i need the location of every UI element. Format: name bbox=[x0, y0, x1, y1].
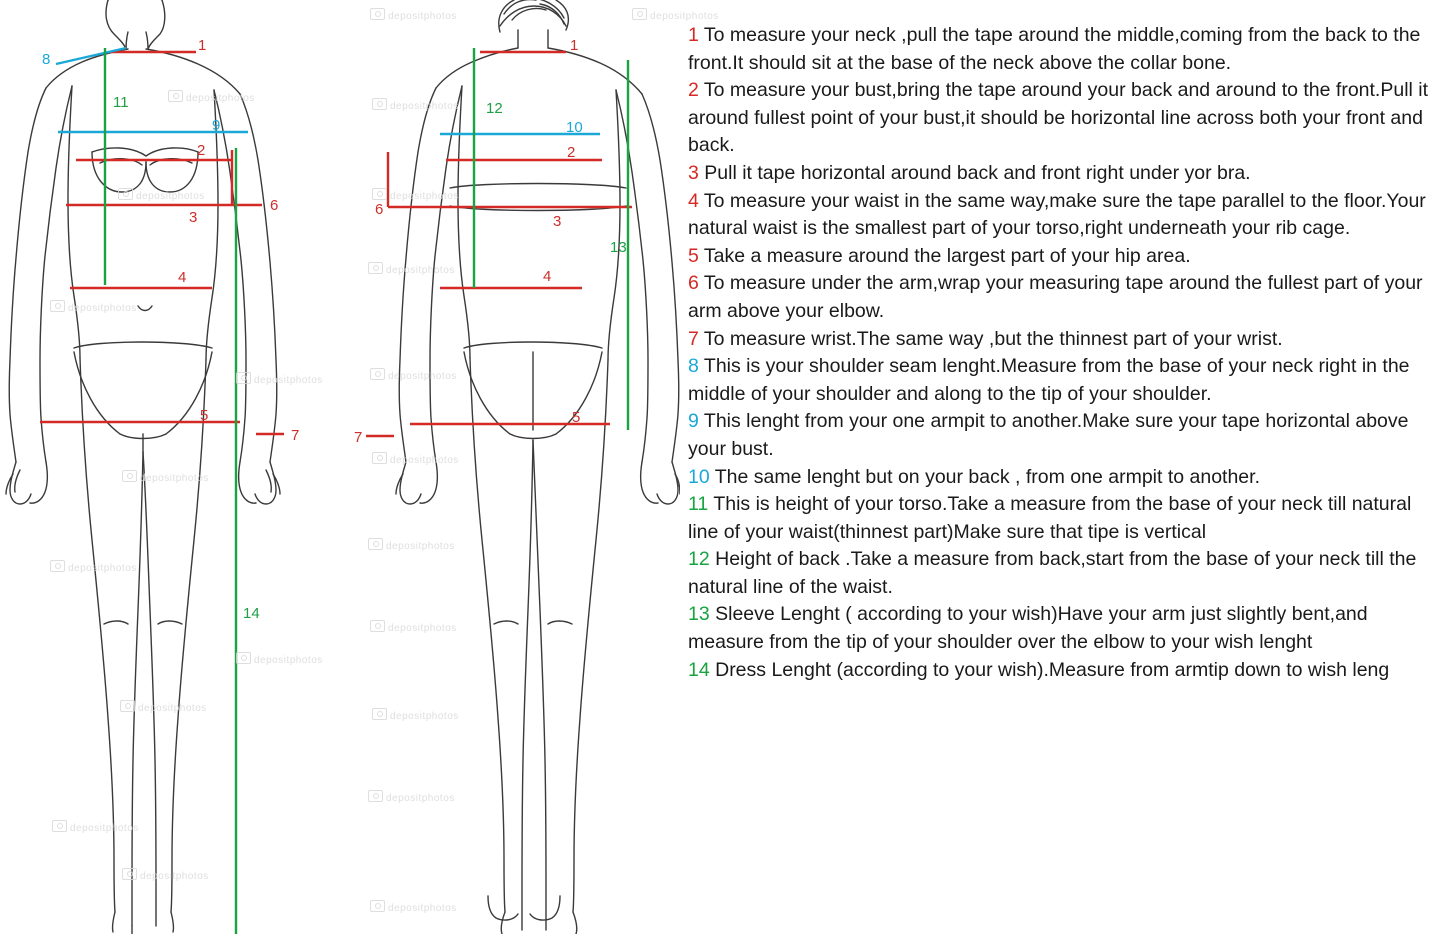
instruction-item bbox=[688, 353, 1436, 408]
watermark-label: depositphotos bbox=[68, 303, 137, 314]
instruction-number: 12 bbox=[688, 548, 716, 571]
watermark-label: depositphotos bbox=[136, 191, 205, 202]
instruction-item bbox=[688, 77, 1436, 160]
front-label-9: 9 bbox=[212, 117, 221, 134]
front-label-6: 6 bbox=[270, 197, 279, 214]
back-label-13: 13 bbox=[610, 239, 627, 256]
front-label-4: 4 bbox=[178, 269, 187, 286]
instruction-text: To measure your neck ,pull the tape around the middle,coming from the back to the front.It should sit at the base of the neck above the collar bone. bbox=[688, 24, 1421, 74]
instruction-text: Sleeve Lenght ( according to your wish)Have your arm just slightly bent,and measure from the tip of your shoulder over the elbow to your wish lenght bbox=[688, 603, 1368, 654]
front-label-1: 1 bbox=[198, 37, 207, 54]
watermark-label: depositphotos bbox=[650, 11, 719, 22]
instruction-text: To measure your bust,bring the tape around your back and around to the front.Pull it around fullest point of your bust,it should be horizontal line across both your front and back. bbox=[688, 79, 1429, 157]
front-line-8-shoulder bbox=[56, 48, 126, 64]
watermark-label: depositphotos bbox=[254, 375, 323, 386]
instructions-list bbox=[688, 22, 1436, 684]
front-label-8: 8 bbox=[42, 51, 51, 68]
watermark-label: depositphotos bbox=[138, 703, 207, 714]
instruction-number: 5 bbox=[688, 244, 704, 267]
instruction-item bbox=[688, 464, 1436, 492]
body-figures-illustration bbox=[0, 0, 680, 934]
instruction-text: To measure wrist.The same way ,but the thinnest part of your wrist. bbox=[703, 327, 1283, 350]
back-label-7: 7 bbox=[354, 429, 363, 446]
instruction-text: The same lenght but on your back , from one armpit to another. bbox=[714, 465, 1260, 488]
instruction-item bbox=[688, 546, 1436, 601]
instruction-number: 1 bbox=[688, 24, 704, 46]
back-label-4: 4 bbox=[543, 268, 552, 285]
front-label-2: 2 bbox=[197, 142, 206, 159]
instruction-text: Take a measure around the largest part of your hip area. bbox=[703, 244, 1191, 267]
watermark-label: depositphotos bbox=[388, 11, 457, 22]
front-label-11: 11 bbox=[113, 94, 129, 111]
watermark-label: depositphotos bbox=[388, 623, 457, 634]
instruction-text: To measure your waist in the same way,make sure the tape parallel to the floor.Your natural waist is the smallest part of your torso,right underneath your rib cage. bbox=[688, 189, 1426, 240]
instruction-item bbox=[688, 160, 1436, 188]
instruction-number: 2 bbox=[688, 79, 704, 102]
instruction-item bbox=[688, 408, 1436, 463]
instruction-number: 4 bbox=[688, 189, 704, 212]
back-label-2: 2 bbox=[567, 144, 576, 161]
watermark-label: depositphotos bbox=[386, 541, 455, 552]
watermark-label: depositphotos bbox=[70, 823, 139, 834]
instruction-number: 6 bbox=[688, 272, 704, 295]
instruction-text: This is your shoulder seam lenght.Measure from the base of your neck right in the middle of your shoulder and along to the tip of your shoulder. bbox=[688, 355, 1410, 405]
instruction-text: Pull it tape horizontal around back and front right under yor bra. bbox=[704, 161, 1251, 184]
watermark-label: depositphotos bbox=[390, 101, 459, 112]
instruction-number: 9 bbox=[688, 410, 704, 433]
instruction-item bbox=[688, 22, 1436, 77]
instruction-text: To measure under the arm,wrap your measuring tape around the fullest part of your arm above your elbow. bbox=[688, 272, 1423, 322]
back-label-1: 1 bbox=[570, 37, 579, 54]
instruction-item bbox=[688, 243, 1436, 271]
instruction-number: 11 bbox=[688, 493, 714, 516]
watermark-label: depositphotos bbox=[390, 711, 459, 722]
instruction-number: 7 bbox=[688, 327, 704, 350]
watermark-label: depositphotos bbox=[68, 563, 137, 574]
instruction-item bbox=[688, 188, 1436, 243]
instruction-text: This lenght from your one armpit to another.Make sure your tape horizontal above your bust. bbox=[688, 410, 1409, 460]
front-label-3: 3 bbox=[189, 209, 198, 226]
watermark-label: depositphotos bbox=[386, 793, 455, 804]
watermark-label: depositphotos bbox=[388, 371, 457, 382]
back-label-10: 10 bbox=[566, 119, 583, 136]
instruction-text: Height of back .Take a measure from back,start from the base of your neck till the natural line of the waist. bbox=[688, 548, 1417, 598]
back-label-5: 5 bbox=[572, 409, 581, 426]
instruction-text: This is height of your torso.Take a measure from the base of your neck till natural line of your waist(thinnest part)Make sure that tipe is vertical bbox=[688, 493, 1412, 543]
instruction-number: 10 bbox=[688, 465, 715, 488]
instruction-number: 13 bbox=[688, 603, 716, 626]
instruction-item bbox=[688, 601, 1436, 656]
instruction-item bbox=[688, 270, 1436, 325]
instruction-item bbox=[688, 657, 1436, 685]
instruction-text: Dress Lenght (according to your wish).Measure from armtip down to wish leng bbox=[715, 658, 1390, 681]
back-label-12: 12 bbox=[486, 100, 503, 117]
watermark-label: depositphotos bbox=[386, 265, 455, 276]
watermark-label: depositphotos bbox=[388, 903, 457, 914]
instruction-item bbox=[688, 326, 1436, 354]
instruction-number: 3 bbox=[688, 161, 705, 184]
back-label-3: 3 bbox=[553, 213, 562, 230]
watermark-label: depositphotos bbox=[140, 871, 209, 882]
front-label-14: 14 bbox=[243, 605, 260, 622]
watermark-label: depositphotos bbox=[140, 473, 209, 484]
front-label-5: 5 bbox=[200, 407, 209, 424]
front-label-7: 7 bbox=[291, 427, 300, 444]
watermark-label: depositphotos bbox=[186, 93, 255, 104]
instruction-number: 14 bbox=[688, 658, 716, 681]
watermark-label: depositphotos bbox=[390, 191, 459, 202]
back-label-6: 6 bbox=[375, 201, 384, 218]
figures-svg bbox=[0, 0, 680, 934]
watermark-label: depositphotos bbox=[390, 455, 459, 466]
watermark-label: depositphotos bbox=[254, 655, 323, 666]
instruction-item bbox=[688, 491, 1436, 546]
instruction-number: 8 bbox=[688, 355, 704, 378]
